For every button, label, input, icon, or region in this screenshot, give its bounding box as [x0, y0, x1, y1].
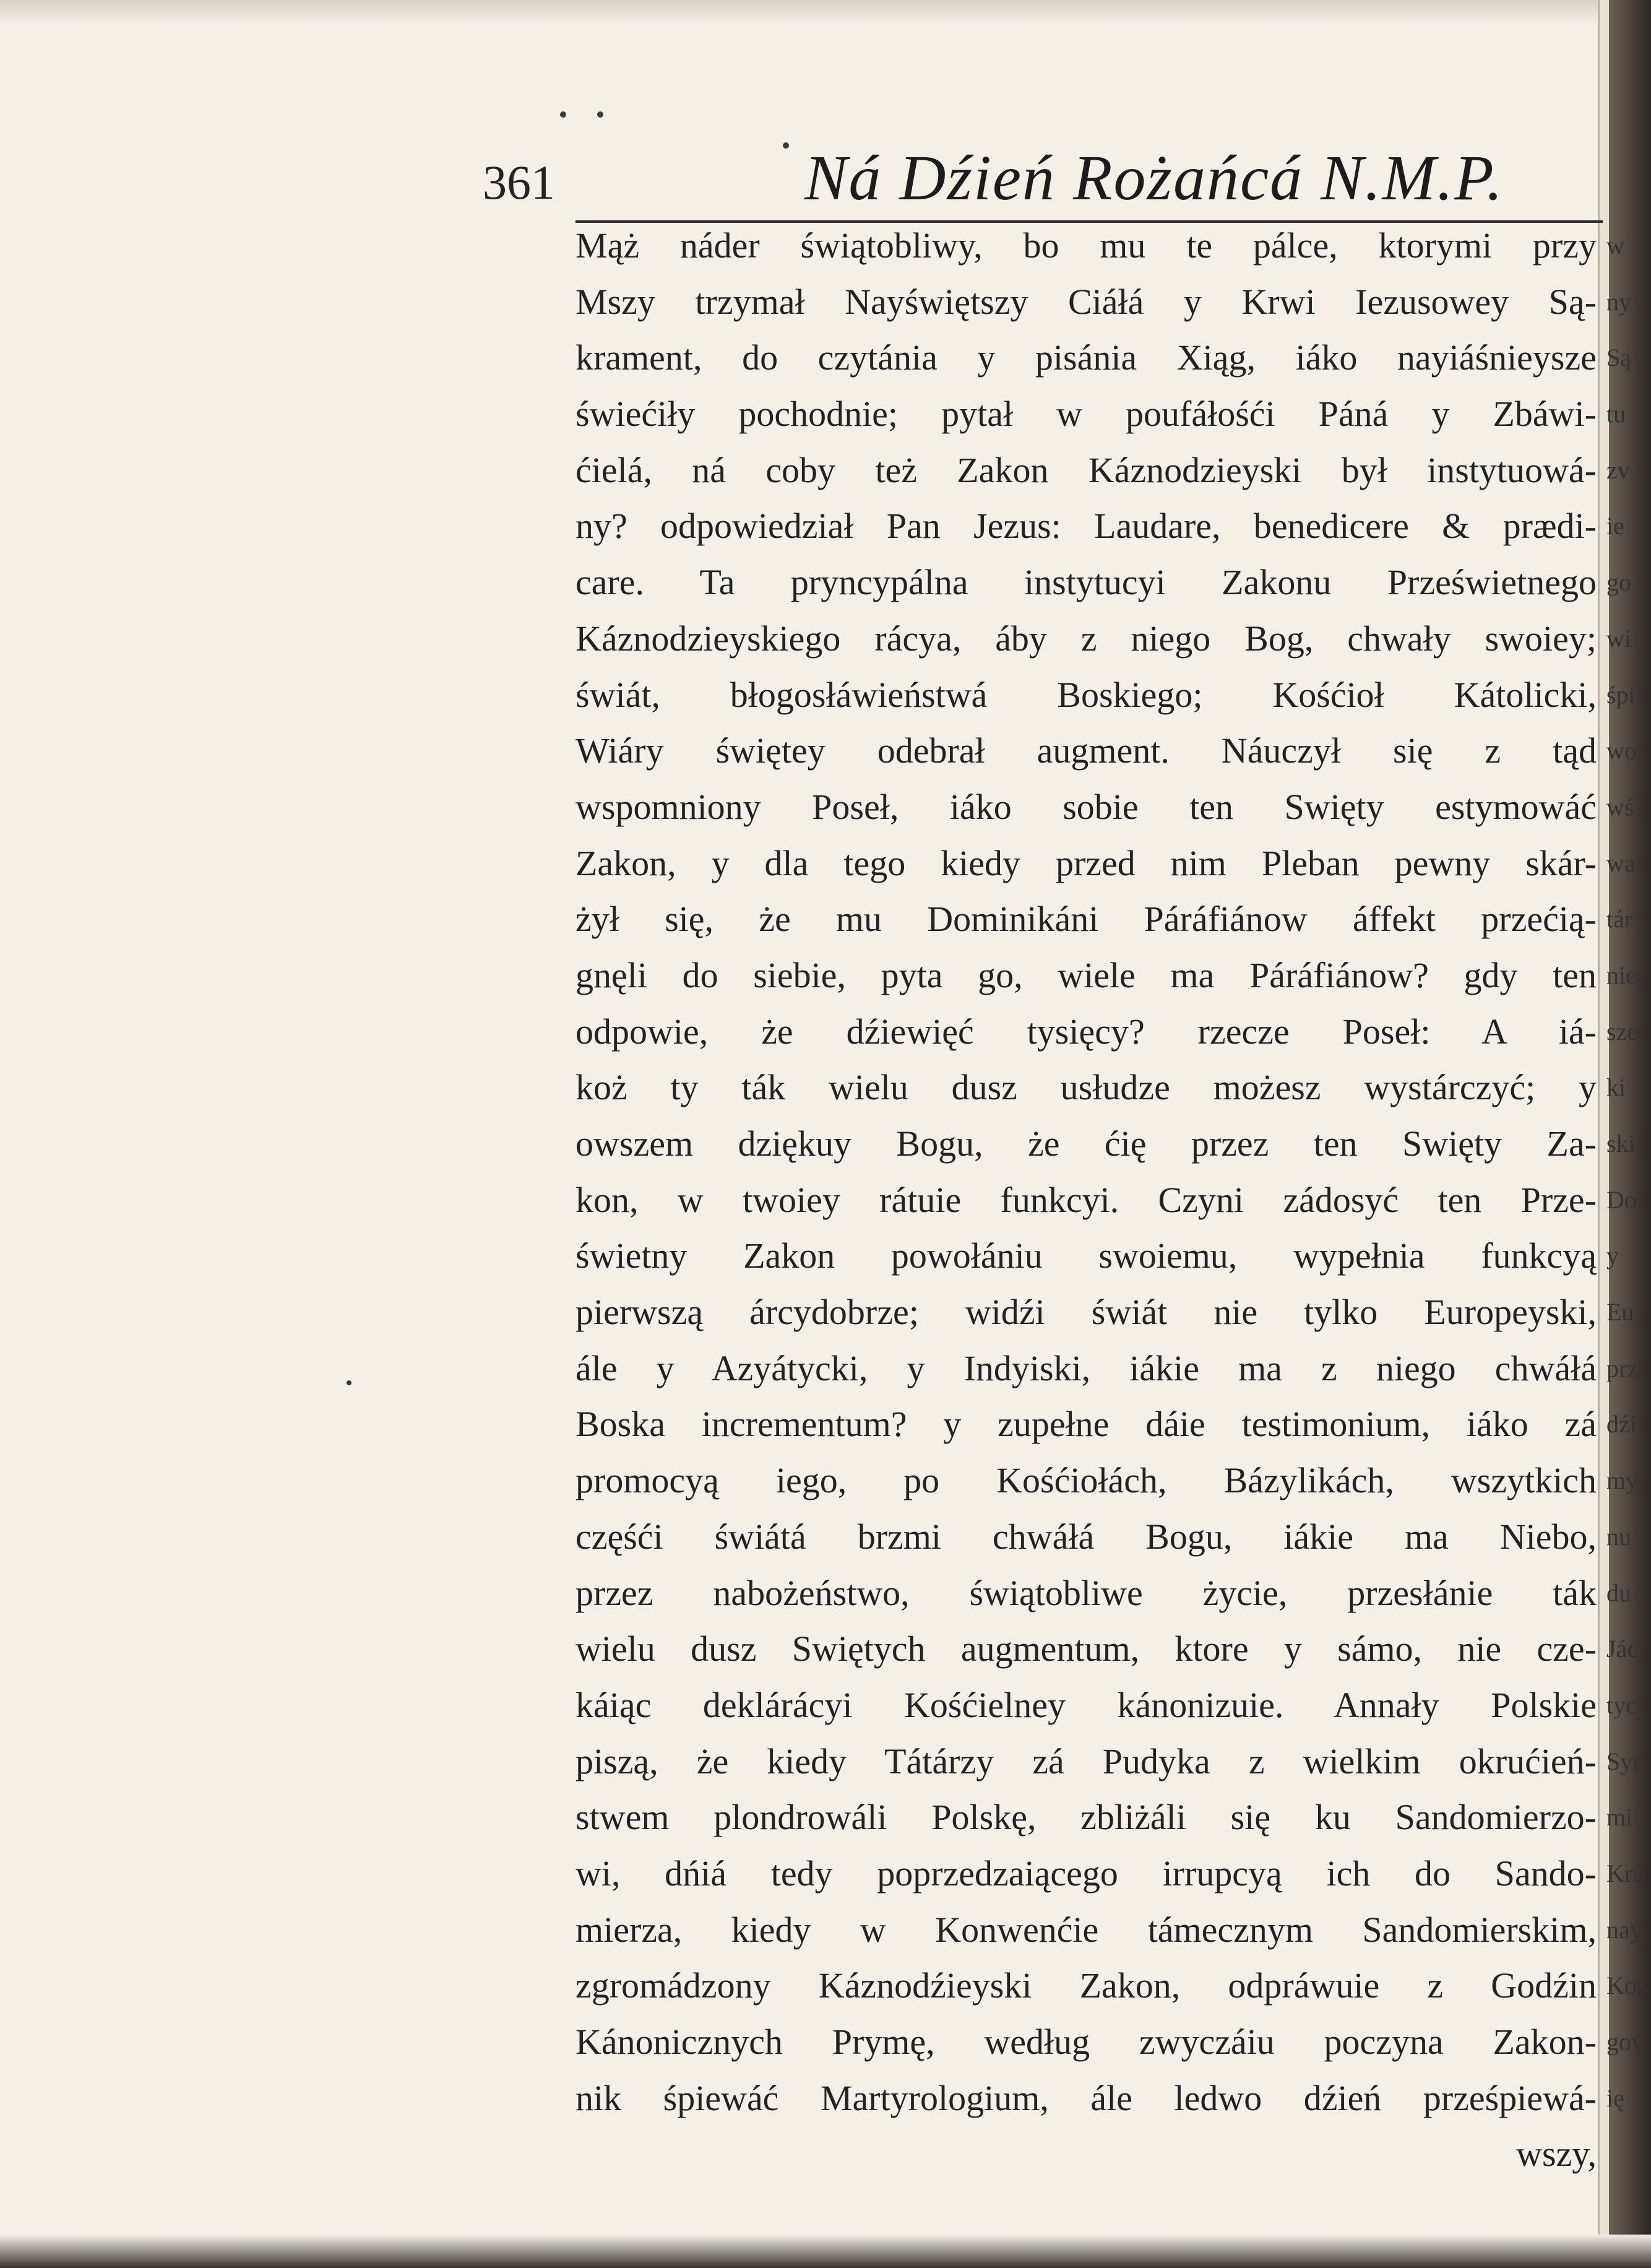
facing-page-fragment: ię: [1606, 2084, 1624, 2112]
running-head: Ná Dźień Rożańcá N.M.P.: [804, 142, 1504, 214]
facing-page-fragment: ki: [1606, 1073, 1626, 1102]
text-line: wspomniony Poseł, iáko sobie ten Swięty estymowáć: [575, 786, 1597, 827]
text-line: świát, błogosłáwieństwá Boskiego; Kośćioł Kátolicki,: [575, 674, 1597, 715]
body-text: [575, 218, 1597, 2183]
text-line: Kánonicznych Prymę, według zwyczáiu poczyna Zakon-: [575, 2022, 1597, 2062]
text-line: ny? odpowiedział Pan Jezus: Laudare, benedicere & prædi-: [575, 506, 1597, 547]
text-line: krament, do czytánia y pisánia Xiąg, iáko nayiáśnieysze: [575, 337, 1597, 378]
text-line: odpowie, że dźiewięć tysięcy? rzecze Poseł: A iá-: [575, 1011, 1597, 1052]
facing-page-fragment: tyc: [1606, 1690, 1637, 1719]
text-line: káiąc deklárácyi Kośćielney kánonizuie. Annały Polskie: [575, 1684, 1597, 1725]
text-line: stwem plondrowáli Polskę, zbliżáli się ku Sandomierzo-: [575, 1797, 1597, 1838]
facing-page-fragment: Eu: [1606, 1298, 1634, 1327]
text-line: Káznodzieyskiego rácya, áby z niego Bog, chwały swoiey;: [575, 618, 1597, 659]
facing-page-fragment: zv: [1606, 456, 1630, 484]
ink-speck: [597, 111, 603, 118]
facing-page-fragment: ie: [1606, 512, 1624, 540]
text-line: care. Ta pryncypálna instytucyi Zakonu Prześwietnego: [575, 562, 1597, 603]
text-line: Mszy trzymał Nayświętszy Ciáłá y Krwi Iezusowey Są-: [575, 281, 1597, 322]
text-line: zgromádzony Káznodźieyski Zakon, odpráwuie z Godźin: [575, 1965, 1597, 2006]
facing-page-fragment: ski: [1606, 1130, 1636, 1158]
text-line: wszy,: [1516, 2134, 1597, 2175]
facing-page-fragment: Krá: [1606, 1859, 1644, 1887]
facing-page-fragment: gow: [1606, 2028, 1649, 2056]
text-line: wielu dusz Swiętych augmentum, ktore y sámo, nie cze-: [575, 1629, 1597, 1669]
text-line: promocyą iego, po Kośćiołách, Bázylikách, wszytkich: [575, 1460, 1597, 1501]
facing-page-fragment: y: [1606, 1242, 1619, 1270]
text-line: gnęli do siebie, pyta go, wiele ma Páráfiánow? gdy ten: [575, 954, 1597, 995]
facing-page-fragment: wi: [1606, 624, 1631, 652]
ink-speck: [783, 142, 789, 149]
text-line: częśći świátá brzmi chwáłá Bogu, iákie ma Niebo,: [575, 1516, 1597, 1557]
text-line: kon, w twoiey rátuie funkcyi. Czyni zádosyć ten Prze-: [575, 1179, 1597, 1220]
text-line: pierwszą árcydobrze; widźi świát nie tylko Europeyski,: [575, 1292, 1597, 1333]
text-line: mierza, kiedy w Konwenćie támecznym Sandomierskim,: [575, 1909, 1597, 1950]
scanner-background-bottom: [0, 2235, 1651, 2268]
facing-page-fragment: nu: [1606, 1522, 1631, 1551]
facing-page-fragment: prz: [1606, 1354, 1639, 1382]
facing-page-fragment: sze: [1606, 1017, 1639, 1045]
facing-page-fragment: wo: [1606, 737, 1637, 765]
text-line: koż ty ták wielu dusz usłudze możesz wystárczyć; y: [575, 1067, 1597, 1108]
facing-page-fragment: tár: [1606, 905, 1633, 933]
page-top-shadow: [0, 0, 1651, 25]
facing-page-fragment: wa: [1606, 849, 1636, 877]
text-line: Zakon, y dla tego kiedy przed nim Pleban pewny skár-: [575, 842, 1597, 883]
facing-page-text: [1606, 218, 1650, 2126]
ink-speck: [347, 1380, 351, 1385]
facing-page-fragment: du: [1606, 1578, 1631, 1607]
facing-page-fragment: nay: [1606, 1915, 1642, 1944]
facing-page-fragment: śpi: [1606, 680, 1636, 709]
facing-page-fragment: go: [1606, 568, 1631, 597]
ink-speck: [560, 111, 566, 118]
text-line: ćielá, ná coby też Zakon Káznodzieyski był instytuowá-: [575, 449, 1597, 490]
page-number: 361: [483, 155, 555, 209]
text-line: Boska incrementum? y zupełne dáie testimonium, iáko zá: [575, 1404, 1597, 1445]
text-line: Mąż náder świątobliwy, bo mu te pálce, ktorymi przy: [575, 225, 1597, 266]
facing-page-fragment: ny: [1606, 287, 1631, 316]
facing-page-fragment: Kos: [1606, 1972, 1647, 2000]
facing-page-fragment: w: [1606, 232, 1624, 259]
text-line: wi, dńiá tedy poprzedzaiącego irrupcyą ich do Sando-: [575, 1853, 1597, 1894]
text-line: świetny Zakon powołániu swoiemu, wypełnia funkcyą: [575, 1236, 1597, 1276]
facing-page-fragment: my: [1606, 1466, 1639, 1495]
text-line: Wiáry świętey odebrał augment. Náuczył się z tąd: [575, 730, 1597, 771]
facing-page-fragment: dźi: [1606, 1410, 1637, 1439]
facing-page-fragment: mi: [1606, 1803, 1633, 1832]
facing-page-fragment: Syr: [1606, 1747, 1641, 1775]
facing-page-fragment: wś: [1606, 792, 1634, 821]
text-line: nik śpiewáć Martyrologium, ále ledwo dźień prześpiewá-: [575, 2077, 1597, 2118]
text-line: owszem dziękuy Bogu, że ćię przez ten Swięty Za-: [575, 1123, 1597, 1164]
text-line: żył się, że mu Dominikáni Páráfiánow áffekt przećią-: [575, 899, 1597, 940]
text-line: przez nabożeństwo, świątobliwe życie, przesłánie ták: [575, 1572, 1597, 1613]
facing-page-fragment: tu: [1606, 400, 1626, 428]
facing-page-fragment: Do: [1606, 1185, 1637, 1214]
facing-page-fragment: Jác: [1606, 1635, 1639, 1663]
facing-page-fragment: Są: [1606, 344, 1631, 372]
facing-page-fragment: nie: [1606, 961, 1637, 989]
text-line: piszą, że kiedy Tátárzy zá Pudyka z wielkim okrućień-: [575, 1741, 1597, 1781]
text-line: świećiły pochodnie; pytał w poufáłośći Páná y Zbáwi-: [575, 394, 1597, 435]
text-line: ále y Azyátycki, y Indyiski, iákie ma z niego chwáłá: [575, 1348, 1597, 1388]
